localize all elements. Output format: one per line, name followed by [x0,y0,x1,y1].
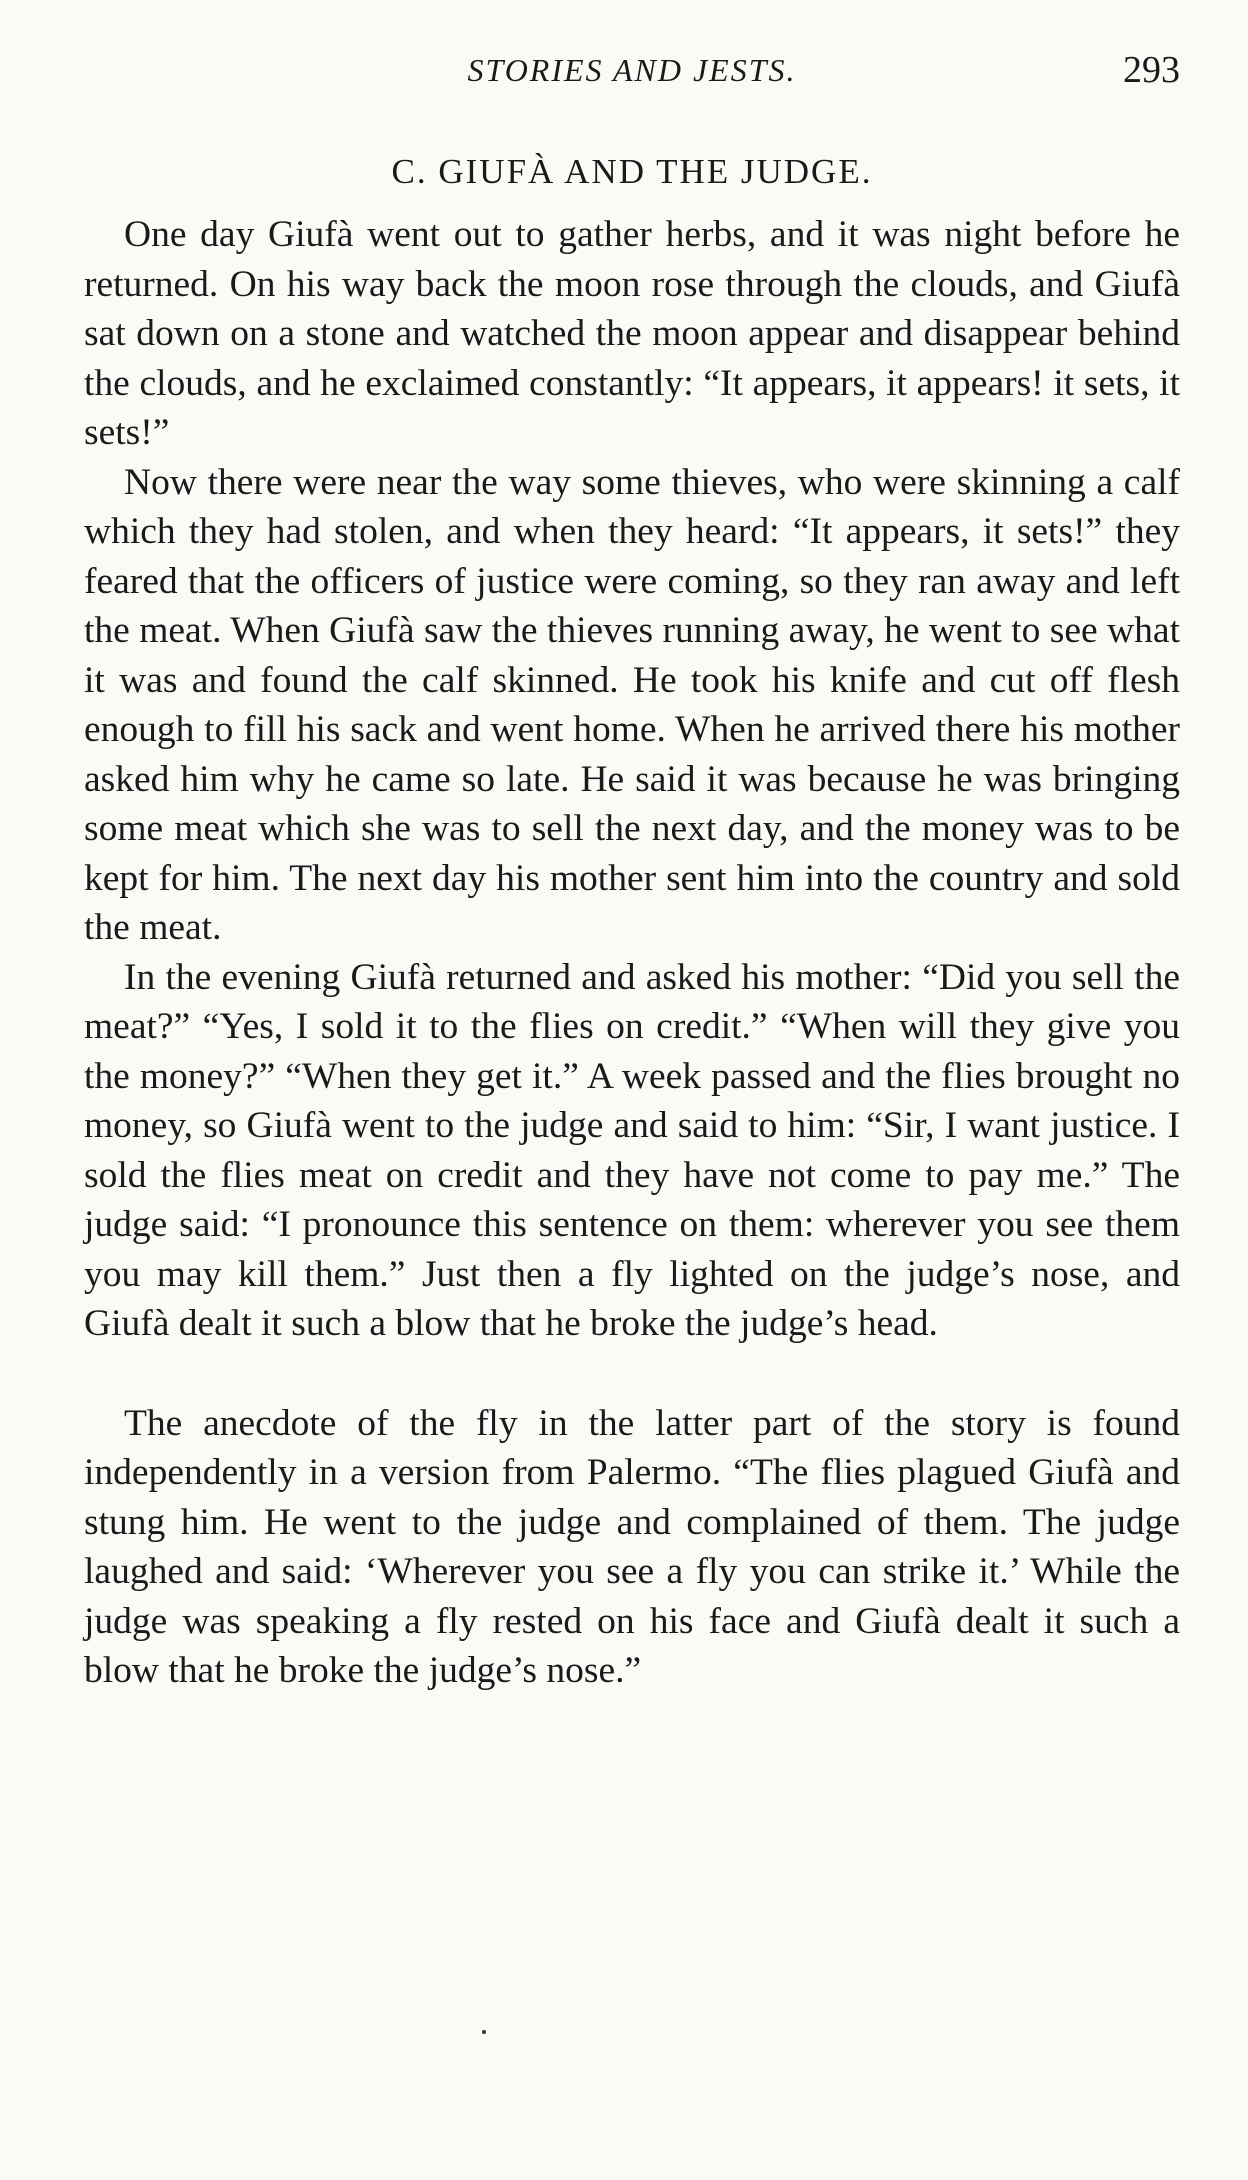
running-head [84,48,1180,100]
page-number: 293 [1123,49,1180,91]
story-paragraph-3: In the evening Giufà returned and asked his mother: “Did you sell the meat?” “Yes, I sold it to the flies on credit.” “When will they give you the money?” “When they get it.” A week passed and the flies brought no money, so Giufà went to the judge and said to him: “Sir, I want justice. I sold the flies meat on credit and they have not come to pay me.” The judge said: “I pronounce this sentence on them: wherever you see them you may kill them.” Just then a fly lighted on the judge’s nose, and Giufà dealt it such a blow that he broke the judge’s head. [84,956,1180,1344]
story-paragraph-1: One day Giufà went out to gather herbs, and it was night before he returned. On his way back the moon rose through the clouds, and Giufà sat down on a stone and watched the moon appear and disappear behind the clouds, and he exclaimed constantly: “It appears, it appears! it sets, it sets!” [84,214,1180,453]
running-title: STORIES AND JESTS. [467,52,797,88]
ink-speck [482,2030,486,2034]
section-heading: C. GIUFÀ AND THE JUDGE. [391,152,873,191]
editorial-note: The anecdote of the fly in the latter part of the story is found independently in a version from Palermo. “The flies plagued Giufà and stung him. He went to the judge and complained of them. The judge laughed and said: ‘Wherever you see a fly you can strike it.’ While the judge was speaking a fly rested on his face and Giufà dealt it such a blow that he broke the judge’s nose.” [84,1402,1180,1691]
story-paragraph-2: Now there were near the way some thieves, who were skinning a calf which they had stolen, and when they heard: “It appears, it sets!” they feared that the officers of justice were coming, so they ran away and left the meat. When Giufà saw the thieves running away, he went to see what it was and found the calf skinned. He took his knife and cut off flesh enough to fill his sack and went home. When he arrived there his mother asked him why he came so late. He said it was because he was bringing some meat which she was to sell the next day, and the money was to be kept for him. The next day his mother sent him into the country and sold the meat. [84,461,1180,948]
book-page [84,48,1180,1696]
